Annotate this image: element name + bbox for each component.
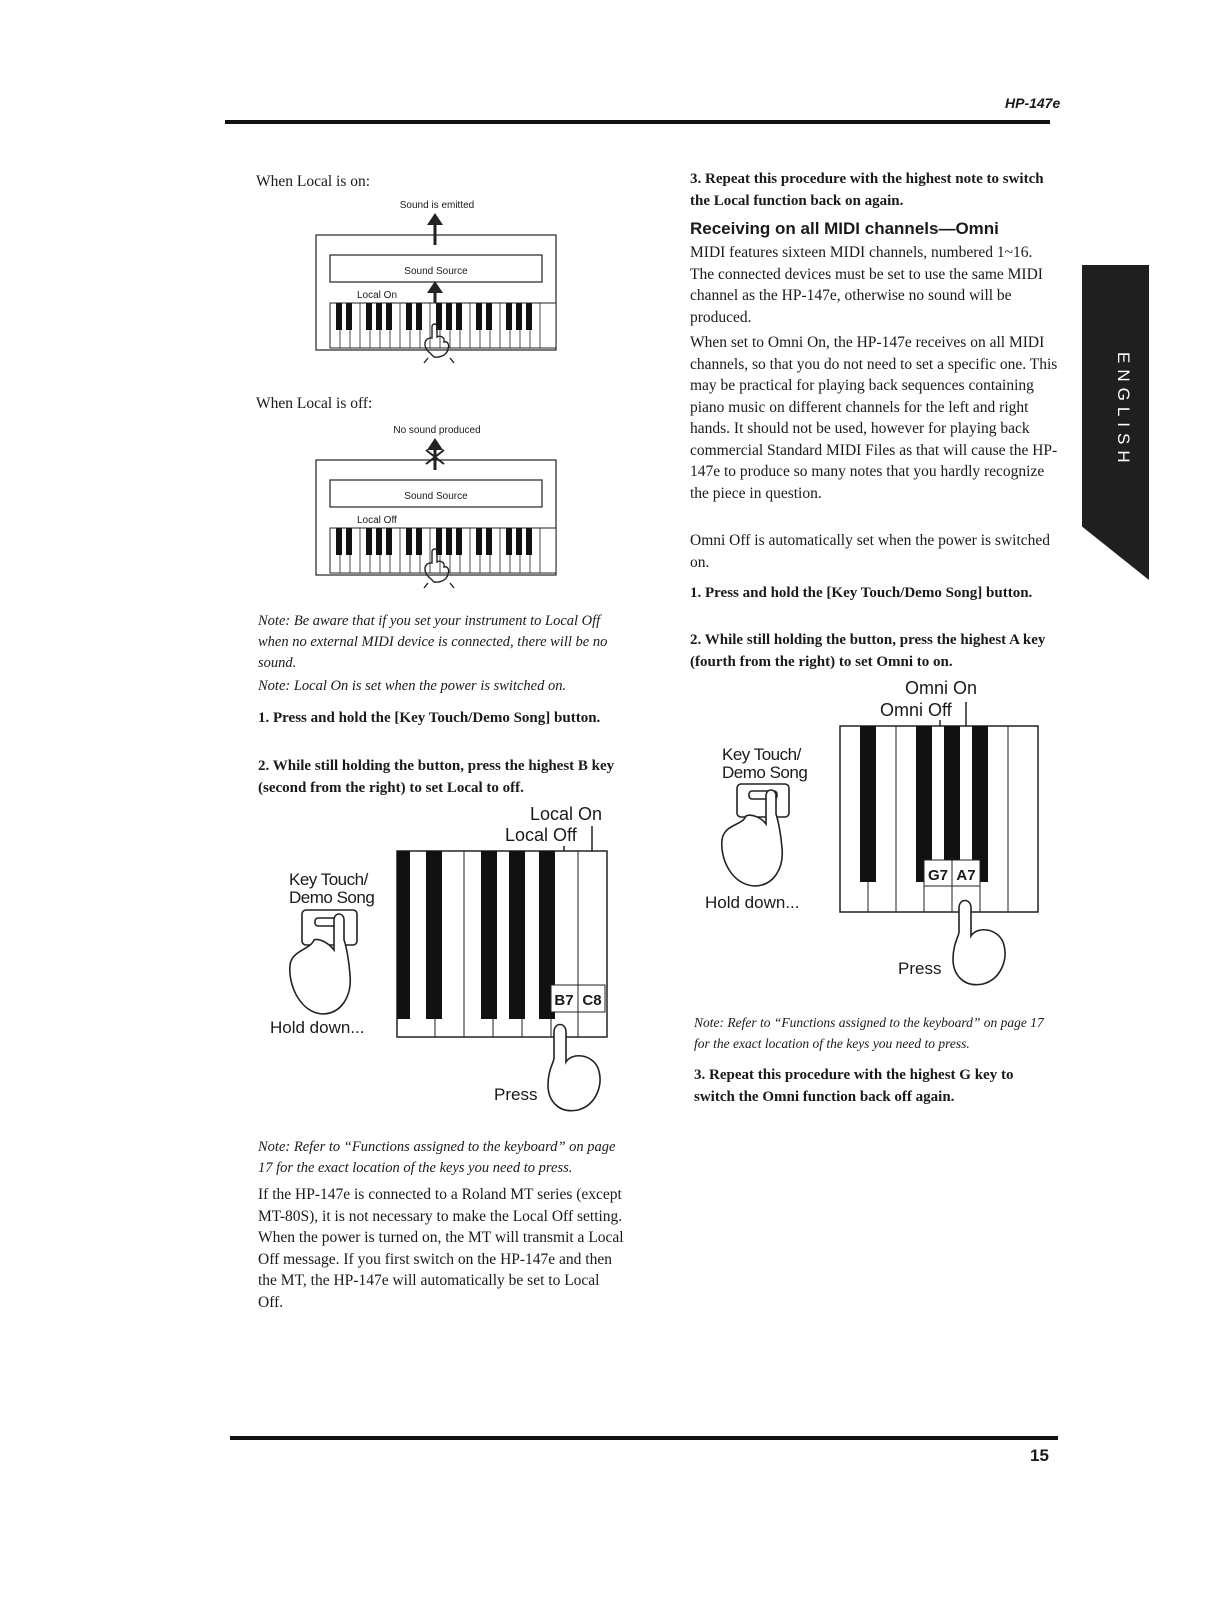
omni-figure bbox=[700, 674, 1050, 994]
button-label-line2: Demo Song bbox=[289, 888, 375, 907]
local-label: Local Off bbox=[357, 515, 397, 526]
key-touch-button-icon bbox=[302, 910, 357, 945]
hand-pressing-icon bbox=[953, 901, 1005, 985]
omni-paragraph-3: Omni Off is automatically set when the power is switched on. bbox=[690, 532, 1051, 571]
button-label-line1: Key Touch/ bbox=[722, 745, 801, 764]
hand-holding-icon bbox=[290, 914, 350, 1014]
page-number: 15 bbox=[1030, 1446, 1049, 1465]
button-label-line2: Demo Song bbox=[722, 763, 808, 782]
hold-down-label: Hold down... bbox=[270, 1018, 365, 1037]
keyboard-closeup bbox=[397, 851, 607, 1037]
note-local-off: Note: Be aware that if you set your instrument to Local Off when no external MIDI device is connected, there will be no sound. bbox=[258, 613, 608, 671]
local-on-caption: When Local is on: bbox=[256, 173, 371, 190]
button-label-line1: Key Touch/ bbox=[289, 870, 368, 889]
left-step-2: 2. While still holding the button, press the highest B key (second from the right) to set Local to off. bbox=[258, 758, 615, 796]
note-functions-right: Note: Refer to “Functions assigned to the keyboard” on page 17 for the exact location of the keys you need to press. bbox=[694, 1015, 1044, 1051]
sound-source-label: Sound Source bbox=[404, 491, 468, 502]
keyboard bbox=[330, 303, 556, 348]
right-step-3-omni: 3. Repeat this procedure with the highest G key to switch the Omni function back off again. bbox=[694, 1067, 1014, 1105]
mt-series-paragraph: If the HP-147e is connected to a Roland MT series (except MT-80S), it is not necessary to make the Local Off setting. When the power is turned on, the MT will transmit a Local Off message. If you first switch on the HP-147e and then the MT, the HP-147e will automatically be set to Local Off. bbox=[258, 1186, 624, 1311]
right-step-2: 2. While still holding the button, press the highest A key (fourth from the right) to set Omni to on. bbox=[690, 632, 1046, 670]
hand-holding-icon bbox=[722, 790, 782, 886]
key-touch-button-icon bbox=[737, 784, 789, 817]
key-b7: B7 bbox=[554, 992, 574, 1009]
key-a7: A7 bbox=[956, 867, 976, 884]
local-off-caption: When Local is off: bbox=[256, 395, 373, 412]
local-on-diagram bbox=[300, 195, 570, 370]
right-step-1: 1. Press and hold the [Key Touch/Demo Song] button. bbox=[690, 585, 1033, 601]
omni-on-label: Omni On bbox=[905, 678, 978, 698]
local-on-label: Local On bbox=[530, 804, 603, 824]
local-figure bbox=[262, 800, 622, 1120]
local-off-diagram bbox=[300, 420, 570, 595]
diagram-top-label: Sound is emitted bbox=[399, 200, 475, 211]
omni-paragraph-2: When set to Omni On, the HP-147e receives on all MIDI channels, so that you do not need to set a specific one. This may be practical for playing back sequences containing piano music on different channels for the left and right hands. It should not be used, however for playing back commercial Standard MIDI Files as that will cause the HP-147e to produce so many notes that you hardly recognize the piece in question. bbox=[690, 334, 1058, 502]
omni-paragraph-1: MIDI features sixteen MIDI channels, numbered 1~16. The connected devices must be set to use the same MIDI channel as the HP-147e, otherwise no sound will be produced. bbox=[690, 244, 1043, 326]
left-step-1: 1. Press and hold the [Key Touch/Demo Song] button. bbox=[258, 710, 601, 726]
key-g7: G7 bbox=[927, 867, 949, 884]
local-off-label: Local Off bbox=[505, 825, 577, 845]
diagram-top-label: No sound produced bbox=[393, 425, 481, 436]
keyboard-closeup bbox=[840, 726, 1038, 912]
note-local-on: Note: Local On is set when the power is switched on. bbox=[258, 678, 567, 694]
press-label: Press bbox=[494, 1085, 538, 1104]
omni-heading: Receiving on all MIDI channels—Omni bbox=[690, 219, 999, 238]
hold-down-label: Hold down... bbox=[705, 893, 800, 912]
right-step-3-local: 3. Repeat this procedure with the highest note to switch the Local function back on again. bbox=[690, 171, 1044, 209]
omni-off-label: Omni Off bbox=[880, 700, 952, 720]
note-functions-left: Note: Refer to “Functions assigned to the keyboard” on page 17 for the exact location of the keys you need to press. bbox=[258, 1139, 616, 1176]
footer-rule bbox=[230, 1436, 1058, 1440]
local-label: Local On bbox=[357, 290, 398, 301]
language-tab-label: ENGLISH bbox=[1114, 352, 1133, 469]
model-name: HP-147e bbox=[1005, 95, 1061, 111]
keyboard bbox=[330, 528, 556, 573]
header-rule bbox=[225, 120, 1050, 124]
press-label: Press bbox=[898, 959, 942, 978]
sound-source-label: Sound Source bbox=[404, 266, 468, 277]
key-c8: C8 bbox=[582, 992, 602, 1009]
